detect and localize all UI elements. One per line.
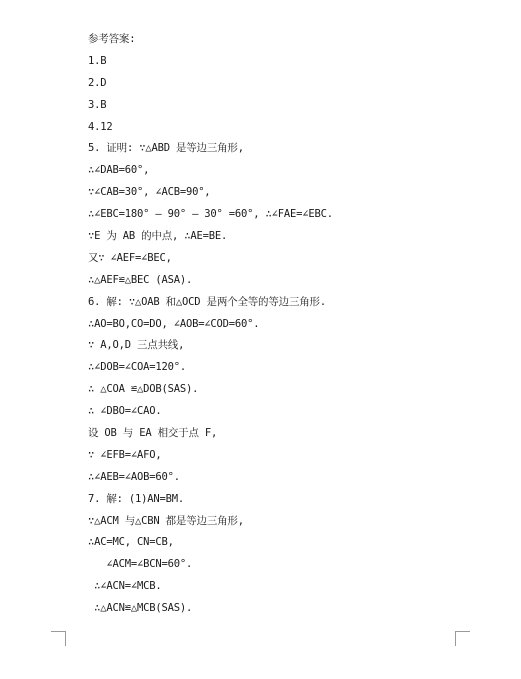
answer-line: 1.B [88, 54, 107, 67]
answer-line: ∴∠DOB=∠COA=120°. [88, 361, 186, 374]
answer-line: 设 OB 与 EA 相交于点 F, [88, 427, 218, 440]
answer-line: ∴ △COA ≌△DOB(SAS). [88, 383, 199, 396]
answer-line: ∴△ACN≌△MCB(SAS). [88, 602, 193, 615]
answer-line: ∵ ∠EFB=∠AFO, [88, 448, 162, 461]
answer-line: 5. 证明: ∵△ABD 是等边三角形, [88, 142, 244, 155]
answer-line: ∠ACM=∠BCN=60°. [88, 558, 193, 571]
answer-line: ∴∠EBC=180° ‒ 90° ‒ 30° =60°, ∴∠FAE=∠EBC. [88, 208, 333, 221]
answer-line: ∴AC=MC, CN=CB, [88, 536, 174, 549]
answer-line: ∵ A,O,D 三点共线, [88, 339, 185, 352]
answer-line: ∴∠AEB=∠AOB=60°. [88, 470, 180, 483]
answer-line: 3.B [88, 98, 107, 111]
answer-line: 7. 解: (1)AN=BM. [88, 492, 185, 505]
answer-heading: 参考答案: [88, 33, 136, 45]
answer-line: 4.12 [88, 120, 113, 133]
answer-line: ∴ ∠DBO=∠CAO. [88, 405, 162, 418]
answer-line: 2.D [88, 76, 107, 89]
answer-line: ∴AO=BO,CO=DO, ∠AOB=∠COD=60°. [88, 317, 260, 330]
answer-line: ∴∠ACN=∠MCB. [88, 580, 162, 593]
answer-text-block [88, 29, 488, 620]
answer-line: 又∵ ∠AEF=∠BEC, [88, 251, 172, 264]
answer-line: 6. 解: ∵△OAB 和△OCD 是两个全等的等边三角形. [88, 295, 326, 308]
answer-line: ∵∠CAB=30°, ∠ACB=90°, [88, 186, 211, 199]
answer-line: ∵△ACM 与△CBN 都是等边三角形, [88, 514, 244, 527]
page-corner-mark-right [455, 631, 470, 646]
answer-line: ∵E 为 AB 的中点, ∴AE=BE. [88, 230, 228, 243]
answer-line: ∴∠DAB=60°, [88, 164, 150, 177]
page-corner-mark-left [51, 631, 66, 646]
answer-line: ∴△AEF≌△BEC (ASA). [88, 273, 193, 286]
